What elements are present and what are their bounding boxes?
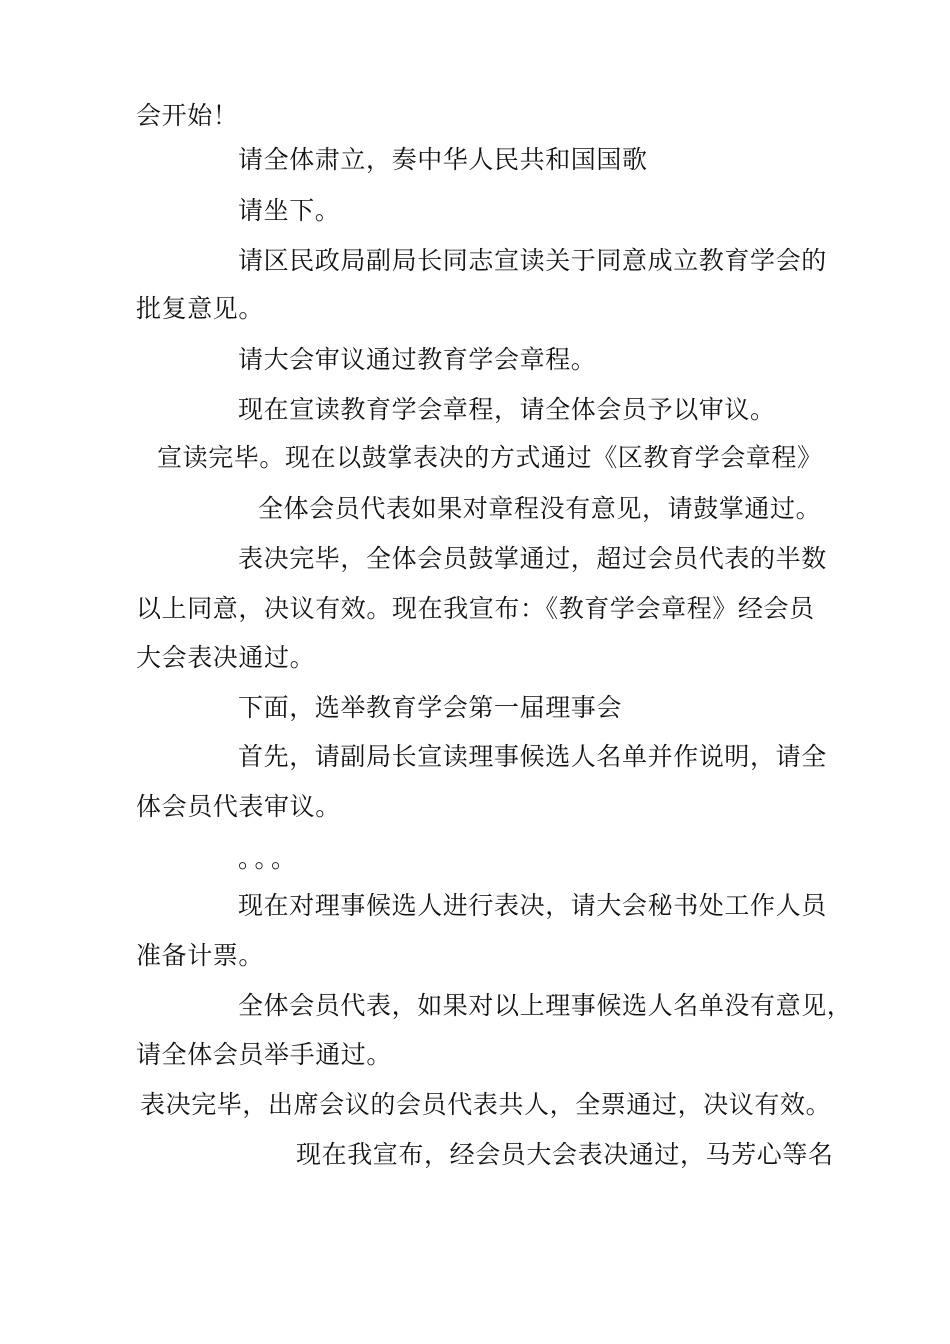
text-line: 请坐下。 (238, 196, 341, 225)
text-line: 请区民政局副局长同志宣读关于同意成立教育学会的 (238, 246, 827, 275)
text-line: 以上同意，决议有效。现在我宣布：《教育学会章程》经会员 (136, 594, 815, 623)
text-line: 首先，请副局长宣读理事候选人名单并作说明，请全 (238, 742, 827, 771)
text-line: 请全体肃立，奏中华人民共和国国歌 (238, 145, 648, 174)
text-line: 宣读完毕。现在以鼓掌表决的方式通过《区教育学会章程》 (157, 443, 823, 472)
text-line: 现在对理事候选人进行表决，请大会秘书处工作人员 (238, 891, 827, 920)
text-line: 准备计票。 (136, 941, 265, 970)
text-line: 大会表决通过。 (136, 643, 316, 672)
text-line: 全体会员代表如果对章程没有意见，请鼓掌通过。 (258, 494, 822, 523)
text-line: 下面，选举教育学会第一届理事会 (238, 693, 623, 722)
text-line: 请大会审议通过教育学会章程。 (238, 345, 597, 374)
text-line: 表决完毕，全体会员鼓掌通过，超过会员代表的半数 (238, 544, 827, 573)
text-line: 会开始！ (136, 101, 239, 130)
text-line: 全体会员代表，如果对以上理事候选人名单没有意见， (238, 991, 853, 1020)
text-line: 体会员代表审议。 (136, 792, 341, 821)
ellipsis-line: 。。。 (238, 844, 301, 873)
text-line: 请全体会员举手通过。 (136, 1040, 393, 1069)
text-line: 表决完毕，出席会议的会员代表共人，全票通过，决议有效。 (140, 1090, 832, 1119)
text-line: 现在宣读教育学会章程，请全体会员予以审议。 (238, 395, 776, 424)
text-line: 批复意见。 (136, 294, 265, 323)
text-line: 现在我宣布，经会员大会表决通过，马芳心等名 (296, 1140, 834, 1169)
